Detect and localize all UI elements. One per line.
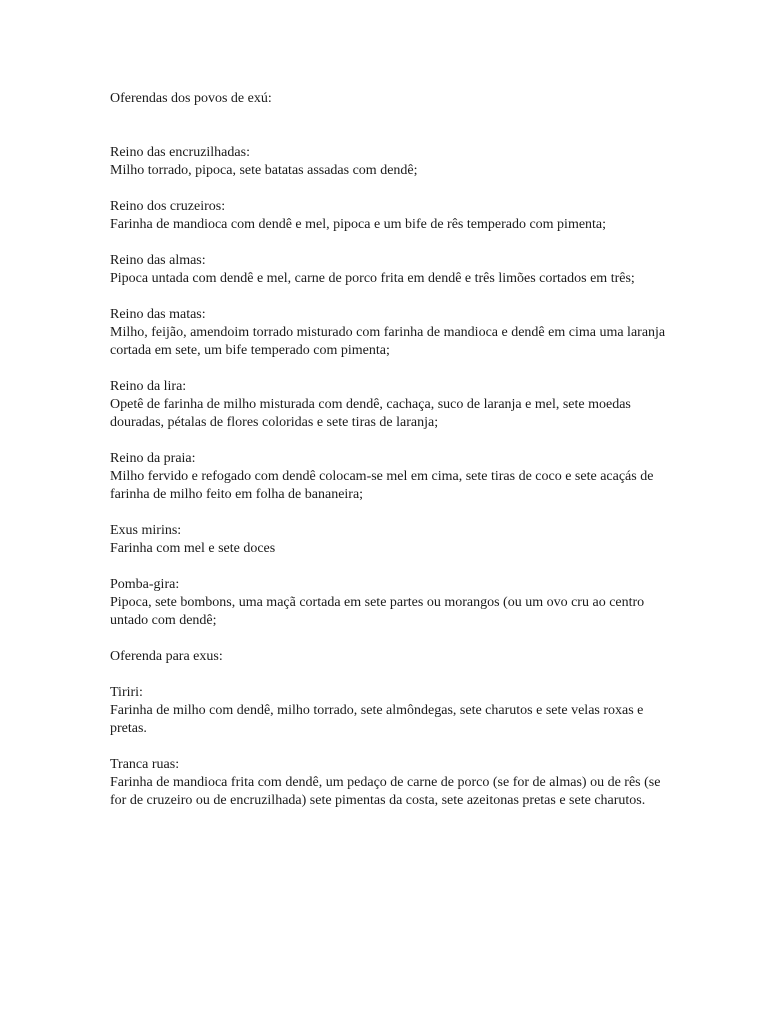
- section-exus-mirins: [110, 522, 670, 558]
- section-heading: Exus mirins:: [110, 523, 182, 538]
- section-tranca-ruas: [110, 756, 670, 810]
- section-reino-dos-cruzeiros: [110, 198, 670, 234]
- section-tiriri: [110, 684, 670, 738]
- section-body: Milho, feijão, amendoim torrado misturado com farinha de mandioca e dendê em cima uma laranja cortada em sete, um bife temperado com pimenta;: [110, 325, 666, 358]
- section-reino-da-praia: [110, 450, 670, 504]
- section-reino-das-matas: [110, 306, 670, 360]
- section-body: Milho fervido e refogado com dendê colocam-se mel em cima, sete tiras de coco e sete acaçás de farinha de milho feito em folha de bananeira;: [110, 469, 654, 502]
- section-heading: Pomba-gira:: [110, 577, 180, 592]
- section-heading: Reino das matas:: [110, 307, 206, 322]
- section-reino-das-encruzilhadas: [110, 144, 670, 180]
- section-heading: Tiriri:: [110, 685, 143, 700]
- section-body: Opetê de farinha de milho misturada com dendê, cachaça, suco de laranja e mel, sete moedas douradas, pétalas de flores coloridas e sete tiras de laranja;: [110, 397, 631, 430]
- section-body: Farinha com mel e sete doces: [110, 541, 276, 556]
- document-body: [110, 90, 670, 828]
- section-pomba-gira: [110, 576, 670, 630]
- section-body: Pipoca untada com dendê e mel, carne de porco frita em dendê e três limões cortados em três;: [110, 271, 635, 286]
- section-heading: Reino das encruzilhadas:: [110, 145, 250, 160]
- section-heading: Reino das almas:: [110, 253, 206, 268]
- section-reino-das-almas: [110, 252, 670, 288]
- section-heading: Reino da lira:: [110, 379, 187, 394]
- section-body: Farinha de mandioca com dendê e mel, pipoca e um bife de rês temperado com pimenta;: [110, 217, 607, 232]
- section-body: Pipoca, sete bombons, uma maçã cortada em sete partes ou morangos (ou um ovo cru ao centro untado com dendê;: [110, 595, 645, 628]
- section-body: Farinha de milho com dendê, milho torrado, sete almôndegas, sete charutos e sete velas roxas e pretas.: [110, 703, 644, 736]
- section-body: Milho torrado, pipoca, sete batatas assadas com dendê;: [110, 163, 418, 178]
- section-reino-da-lira: [110, 378, 670, 432]
- section-heading: Reino da praia:: [110, 451, 196, 466]
- document-subtitle: Oferenda para exus:: [110, 649, 223, 664]
- document-title: Oferendas dos povos de exú:: [110, 91, 272, 106]
- section-heading: Tranca ruas:: [110, 757, 180, 772]
- section-heading: Reino dos cruzeiros:: [110, 199, 226, 214]
- section-body: Farinha de mandioca frita com dendê, um pedaço de carne de porco (se for de almas) ou de rês (se for de cruzeiro ou de encruzilhada) sete pimentas da costa, sete azeitonas pretas e sete charutos.: [110, 775, 661, 808]
